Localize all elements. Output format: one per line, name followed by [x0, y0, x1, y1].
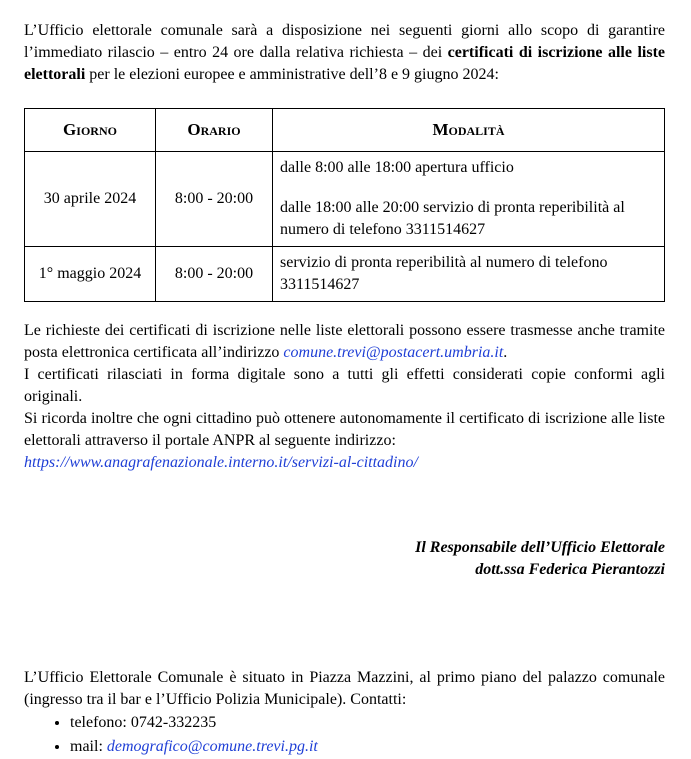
intro-bold-text: certificati di iscrizione alle liste elettorali	[24, 44, 665, 83]
header-modalita: Modalità	[273, 109, 665, 152]
table-row	[25, 152, 665, 247]
intro-text: L’Ufficio elettorale comunale sarà a disposizione nei seguenti giorni allo scopo di garantire l’immediato rilascio – entro 24 ore dalla relativa richiesta – dei	[24, 22, 665, 61]
cell-orario: 8:00 - 20:00	[156, 247, 273, 302]
modalita-line: servizio di pronta reperibilità al numero di telefono 3311514627	[280, 254, 608, 293]
pec-email-link[interactable]: comune.trevi@postacert.umbria.it	[283, 344, 504, 361]
document-page	[24, 20, 665, 759]
cell-modalita	[273, 152, 665, 247]
mail-link[interactable]: demografico@comune.trevi.pg.it	[106, 738, 318, 755]
office-location-paragraph: L’Ufficio Elettorale Comunale è situato in Piazza Mazzini, al primo piano del palazzo comunale (ingresso tra il bar e l’Ufficio Polizia Municipale). Contatti:	[24, 669, 665, 708]
anpr-link[interactable]: https://www.anagrafenazionale.interno.it/servizi-al-cittadino/	[24, 454, 418, 471]
list-item	[70, 711, 665, 735]
signature-block	[24, 537, 665, 581]
intro-paragraph	[24, 20, 665, 86]
list-item	[70, 735, 665, 759]
pec-text: Le richieste dei certificati di iscrizione nelle liste elettorali possono essere trasmesse anche tramite posta elettronica certificata all’indirizzo	[24, 322, 665, 361]
cell-orario: 8:00 - 20:00	[156, 152, 273, 247]
header-orario: Orario	[156, 109, 273, 152]
phone-label: telefono:	[70, 714, 131, 731]
phone-number: 0742-332235	[130, 714, 217, 731]
signature-name: dott.ssa Federica Pierantozzi	[475, 561, 665, 578]
schedule-table	[24, 108, 665, 302]
table-row	[25, 247, 665, 302]
mail-label: mail:	[70, 738, 107, 755]
pec-text-end: .	[503, 344, 508, 361]
digital-certificates-paragraph: I certificati rilasciati in forma digitale sono a tutti gli effetti considerati copie conformi agli originali.	[24, 366, 665, 405]
pec-paragraph	[24, 320, 665, 364]
table-header-row	[25, 109, 665, 152]
header-giorno: Giorno	[25, 109, 156, 152]
anpr-text: Si ricorda inoltre che ogni cittadino può ottenere autonomamente il certificato di iscrizione alle liste elettorali attraverso il portale ANPR al seguente indirizzo:	[24, 410, 665, 449]
modalita-line: dalle 8:00 alle 18:00 apertura ufficio	[280, 159, 514, 176]
intro-text-end: per le elezioni europee e amministrative dell’8 e 9 giugno 2024:	[85, 66, 499, 83]
signature-title: Il Responsabile dell’Ufficio Elettorale	[415, 539, 665, 556]
anpr-paragraph	[24, 408, 665, 474]
cell-modalita	[273, 247, 665, 302]
cell-giorno: 1° maggio 2024	[25, 247, 156, 302]
cell-giorno: 30 aprile 2024	[25, 152, 156, 247]
contacts-list	[24, 711, 665, 759]
modalita-line: dalle 18:00 alle 20:00 servizio di pronta reperibilità al numero di telefono 3311514627	[280, 199, 625, 238]
